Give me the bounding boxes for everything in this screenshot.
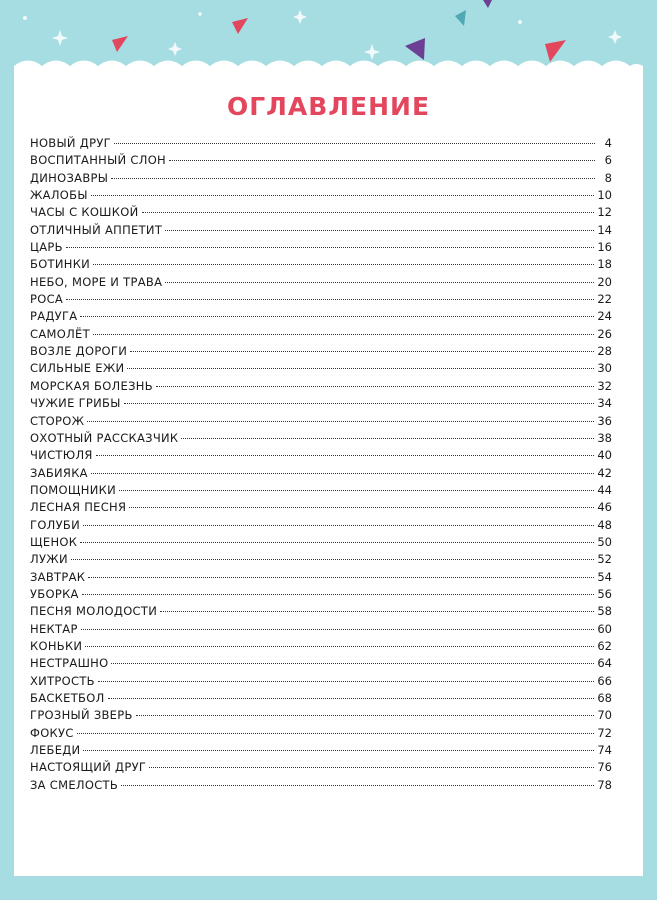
dot-leader: [66, 299, 594, 300]
dot-leader: [66, 247, 595, 248]
toc-entry-title: ЛУЖИ: [30, 552, 68, 567]
toc-entry-page: 28: [597, 344, 612, 359]
toc-entry-title: ЗА СМЕЛОСТЬ: [30, 777, 119, 792]
toc-entry: [30, 708, 612, 725]
dot-leader: [119, 490, 594, 491]
toc-entry-title: НЕБО, МОРЕ И ТРАВА: [30, 274, 163, 289]
toc-entry-title: САМОЛЁТ: [30, 326, 90, 341]
toc-entry-page: 6: [604, 153, 612, 168]
toc-entry-title: БОТИНКИ: [30, 257, 91, 272]
toc-entry: [30, 240, 612, 257]
toc-entry-title: ОХОТНЫЙ РАССКАЗЧИК: [30, 430, 179, 445]
toc-entry-page: 72: [597, 725, 612, 740]
toc-entry-title: ПЕСНЯ МОЛОДОСТИ: [30, 604, 158, 619]
toc-entry-page: 14: [597, 222, 612, 237]
toc-entry: [30, 656, 612, 673]
toc-entry-page: 74: [597, 743, 612, 758]
toc-entry-title: ЗАБИЯКА: [30, 465, 88, 480]
toc-entry: [30, 188, 612, 205]
toc-entry-title: ЛЕСНАЯ ПЕСНЯ: [30, 500, 127, 515]
toc-entry-page: 46: [597, 500, 612, 515]
page-title: ОГЛАВЛЕНИЕ: [226, 92, 431, 121]
toc-entry: [30, 552, 612, 569]
toc-entry-page: 70: [597, 708, 612, 723]
toc-entry-page: 78: [597, 777, 612, 792]
toc-entry-title: СТОРОЖ: [30, 413, 85, 428]
toc-entry-title: ЧУЖИЕ ГРИБЫ: [30, 396, 121, 411]
toc-entry-title: ОТЛИЧНЫЙ АППЕТИТ: [30, 222, 163, 237]
dot-icon: [518, 20, 522, 24]
dot-leader: [142, 212, 595, 213]
toc-entry-page: 42: [597, 465, 612, 480]
toc-entry: [30, 483, 612, 500]
toc-entry: [30, 292, 612, 309]
sparkle-icon: [293, 10, 307, 24]
dot-leader: [129, 507, 594, 508]
dot-leader: [165, 230, 594, 231]
toc-entry-page: 12: [597, 205, 612, 220]
dot-leader: [87, 421, 594, 422]
toc-entry: [30, 622, 612, 639]
toc-entry-page: 18: [597, 257, 612, 272]
toc-entry: [30, 136, 612, 153]
toc-entry-title: ЧАСЫ С КОШКОЙ: [30, 205, 139, 220]
toc-entry-title: БАСКЕТБОЛ: [30, 691, 105, 705]
dot-leader: [85, 646, 594, 647]
toc-entry: [30, 361, 612, 378]
toc-entry-title: СИЛЬНЫЕ ЕЖИ: [30, 361, 125, 376]
toc-entry: [30, 535, 612, 552]
toc-entry: [30, 431, 612, 448]
toc-entry-title: РАДУГА: [30, 309, 78, 324]
toc-entry: [30, 153, 612, 170]
toc-entry-title: ВОСПИТАННЫЙ СЛОН: [30, 153, 166, 168]
toc-entry-title: ПОМОЩНИКИ: [30, 482, 116, 497]
toc-entry: [30, 448, 612, 465]
toc-entry: [30, 379, 612, 396]
sparkle-icon: [52, 30, 68, 46]
toc-entry-title: ДИНОЗАВРЫ: [30, 170, 109, 185]
toc-entry-page: 48: [597, 517, 612, 532]
toc-entry-page: 36: [597, 413, 612, 428]
dot-leader: [108, 698, 595, 699]
dot-leader: [165, 282, 594, 283]
toc-entry: [30, 691, 612, 708]
toc-entry: [30, 674, 612, 691]
toc-entry: [30, 743, 612, 760]
sparkle-icon: [608, 30, 622, 44]
dot-leader: [124, 403, 595, 404]
toc-entry-title: НОВЫЙ ДРУГ: [30, 136, 111, 150]
toc-entry-page: 8: [604, 170, 612, 185]
dot-leader: [81, 629, 595, 630]
toc-entry: [30, 344, 612, 361]
toc-entry-page: 50: [597, 534, 612, 549]
dot-leader: [130, 351, 594, 352]
toc-entry-page: 10: [597, 188, 612, 203]
toc-entry: [30, 778, 612, 795]
toc-entry: [30, 171, 612, 188]
toc-entry: [30, 309, 612, 326]
toc-entry-page: 26: [597, 326, 612, 341]
toc-entry-title: ХИТРОСТЬ: [30, 673, 95, 688]
dot-leader: [82, 594, 595, 595]
toc-entry: [30, 570, 612, 587]
dot-leader: [127, 368, 594, 369]
dot-leader: [121, 785, 594, 786]
toc-entry-title: ЦАРЬ: [30, 240, 63, 255]
toc-entry-page: 56: [597, 586, 612, 601]
toc-entry-title: ГРОЗНЫЙ ЗВЕРЬ: [30, 708, 133, 723]
triangle-teal-icon: [455, 10, 466, 26]
toc-entry-title: МОРСКАЯ БОЛЕЗНЬ: [30, 378, 153, 393]
toc-entry-page: 30: [597, 361, 612, 376]
toc-entry-page: 24: [597, 309, 612, 324]
triangle-purple-icon: [483, 0, 492, 8]
table-of-contents: [30, 136, 612, 795]
dot-leader: [111, 663, 594, 664]
toc-entry-page: 62: [597, 638, 612, 653]
triangle-pink-icon: [112, 36, 128, 52]
toc-entry: [30, 726, 612, 743]
toc-entry-page: 52: [597, 552, 612, 567]
toc-entry: [30, 327, 612, 344]
toc-entry-title: УБОРКА: [30, 586, 79, 601]
toc-entry: [30, 275, 612, 292]
dot-leader: [80, 316, 594, 317]
scalloped-border: [0, 56, 657, 76]
toc-entry-page: 68: [597, 691, 612, 705]
toc-entry-page: 60: [597, 621, 612, 636]
toc-entry-page: 38: [597, 430, 612, 445]
dot-leader: [156, 386, 594, 387]
toc-entry-page: 40: [597, 448, 612, 463]
dot-leader: [71, 559, 595, 560]
dot-leader: [111, 178, 595, 179]
toc-entry: [30, 604, 612, 621]
dot-leader: [160, 611, 594, 612]
toc-entry-title: ЖАЛОБЫ: [30, 188, 88, 203]
toc-entry: [30, 396, 612, 413]
dot-leader: [91, 473, 595, 474]
dot-leader: [77, 733, 595, 734]
toc-entry-page: 20: [597, 274, 612, 289]
toc-entry-page: 16: [597, 240, 612, 255]
toc-entry-title: КОНЬКИ: [30, 638, 83, 653]
toc-entry-title: ФОКУС: [30, 725, 74, 740]
toc-entry: [30, 414, 612, 431]
toc-entry-page: 4: [604, 136, 612, 150]
toc-entry-title: НЕКТАР: [30, 621, 78, 636]
toc-entry-page: 58: [597, 604, 612, 619]
toc-entry: [30, 223, 612, 240]
triangle-pink-icon: [232, 18, 248, 34]
dot-leader: [80, 542, 594, 543]
dot-icon: [23, 16, 27, 20]
toc-entry-title: НАСТОЯЩИЙ ДРУГ: [30, 760, 147, 775]
toc-entry-title: РОСА: [30, 292, 64, 307]
toc-entry: [30, 466, 612, 483]
dot-leader: [91, 195, 595, 196]
toc-entry-page: 64: [597, 656, 612, 671]
toc-entry-title: ЛЕБЕДИ: [30, 743, 81, 758]
dot-leader: [114, 143, 595, 144]
toc-entry-title: ЧИСТЮЛЯ: [30, 448, 93, 463]
dot-leader: [83, 750, 594, 751]
dot-leader: [136, 715, 595, 716]
toc-entry: [30, 587, 612, 604]
dot-leader: [83, 525, 594, 526]
toc-entry-title: ВОЗЛЕ ДОРОГИ: [30, 344, 128, 359]
toc-entry: [30, 639, 612, 656]
dot-leader: [181, 438, 594, 439]
toc-entry-page: 54: [597, 569, 612, 584]
toc-entry-page: 22: [597, 292, 612, 307]
dot-leader: [169, 160, 595, 161]
toc-entry-page: 44: [597, 482, 612, 497]
toc-entry: [30, 760, 612, 777]
toc-entry-page: 32: [597, 378, 612, 393]
dot-icon: [198, 12, 202, 16]
toc-entry-title: ЩЕНОК: [30, 534, 78, 549]
toc-entry: [30, 500, 612, 517]
toc-entry-page: 66: [597, 673, 612, 688]
dot-leader: [96, 455, 595, 456]
toc-entry: [30, 518, 612, 535]
dot-leader: [88, 577, 594, 578]
toc-entry-page: 76: [597, 760, 612, 775]
toc-entry-page: 34: [597, 396, 612, 411]
sparkle-icon: [168, 42, 182, 56]
dot-leader: [93, 334, 594, 335]
dot-leader: [93, 264, 594, 265]
toc-entry: [30, 257, 612, 274]
dot-leader: [149, 767, 594, 768]
toc-entry: [30, 205, 612, 222]
toc-entry-title: ЗАВТРАК: [30, 569, 86, 584]
toc-entry-title: НЕСТРАШНО: [30, 656, 109, 671]
toc-entry-title: ГОЛУБИ: [30, 517, 81, 532]
dot-leader: [98, 681, 595, 682]
